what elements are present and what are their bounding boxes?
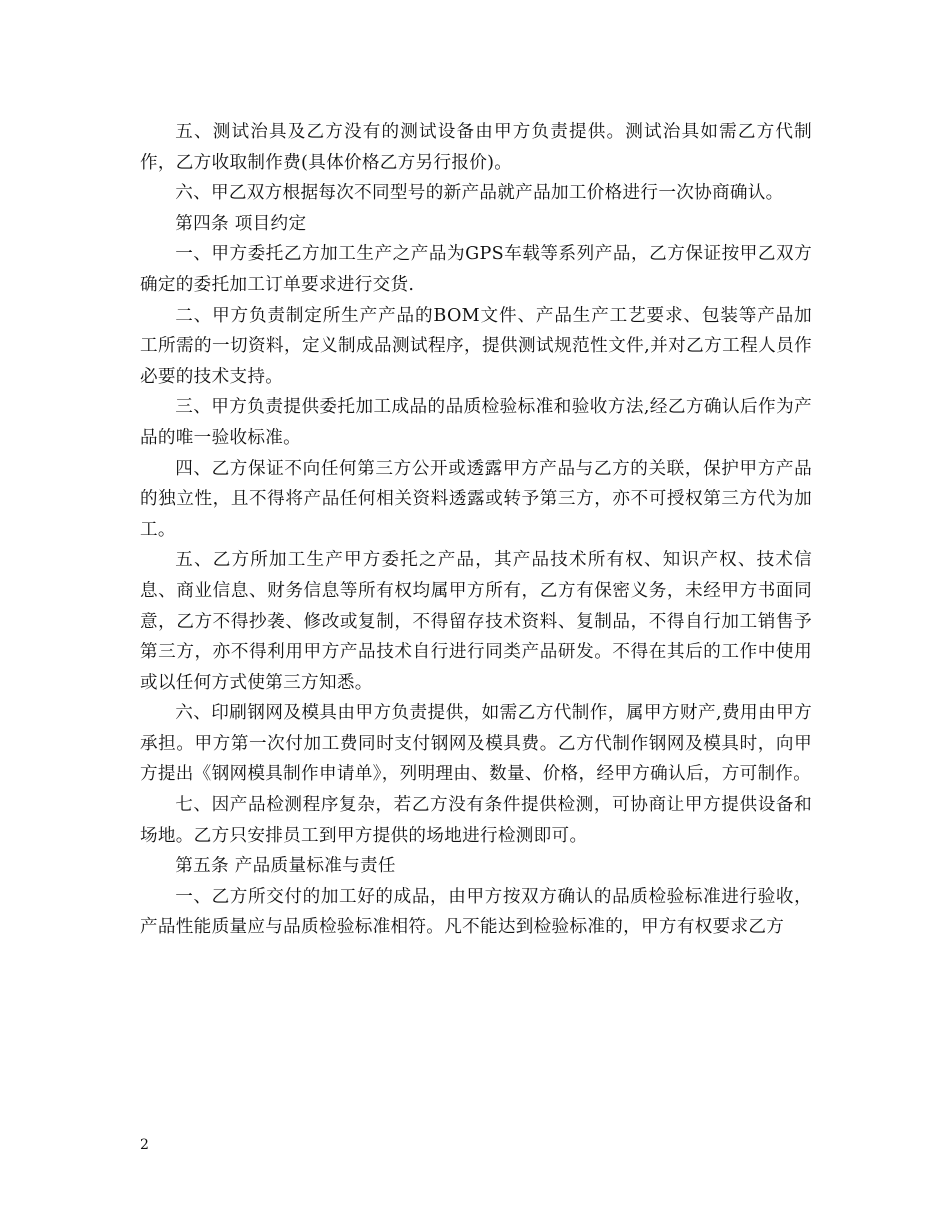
paragraph-ip-ownership: 五、乙方所加工生产甲方委托之产品，其产品技术所有权、知识产权、技术信息、商业信息、财务信息等所有权均属甲方所有，乙方有保密义务，未经甲方书面同意，乙方不得抄袭、修改或复制，不得留存技术资料、复制品，不得自行加工销售予第三方，亦不得利用甲方产品技术自行进行同类产品研发。不得在其后的工作中使用或以任何方式使第三方知悉。 <box>140 550 812 693</box>
paragraph-testing-fixtures: 五、测试治具及乙方没有的测试设备由甲方负责提供。测试治具如需乙方代制作，乙方收取制作费(具体价格乙方另行报价)。 <box>140 122 812 173</box>
page-number: 2 <box>140 1137 149 1153</box>
paragraph-testing-venue: 七、因产品检测程序复杂，若乙方没有条件提供检测，可协商让甲方提供设备和场地。乙方只安排员工到甲方提供的场地进行检测即可。 <box>140 795 812 846</box>
paragraph-stencil-molds: 六、印刷钢网及模具由甲方负责提供，如需乙方代制作，属甲方财产,费用由甲方承担。甲方第一次付加工费同时支付钢网及模具费。乙方代制作钢网及模具时，向甲方提出《钢网模具制作申请单》，列明理由、数量、价格，经甲方确认后，方可制作。 <box>140 703 812 785</box>
paragraph-quality-standard: 三、甲方负责提供委托加工成品的品质检验标准和验收方法,经乙方确认后作为产品的唯一验收标准。 <box>140 397 812 448</box>
paragraph-price-confirmation: 六、甲乙双方根据每次不同型号的新产品就产品加工价格进行一次协商确认。 <box>175 183 784 204</box>
section-heading-article-4: 第四条 项目约定 <box>175 213 307 234</box>
paragraph-product-scope: 一、甲方委托乙方加工生产之产品为GPS车载等系列产品，乙方保证按甲乙双方确定的委托加工订单要求进行交货. <box>140 244 812 295</box>
document-body <box>140 117 812 943</box>
section-heading-article-5: 第五条 产品质量标准与责任 <box>175 856 396 877</box>
paragraph-confidentiality: 四、乙方保证不向任何第三方公开或透露甲方产品与乙方的关联，保护甲方产品的独立性，且不得将产品任何相关资料透露或转予第三方，亦不可授权第三方代为加工。 <box>140 458 812 540</box>
paragraph-documentation: 二、甲方负责制定所生产产品的BOM文件、产品生产工艺要求、包装等产品加工所需的一切资料，定义制成品测试程序，提供测试规范性文件,并对乙方工程人员作必要的技术支持。 <box>140 305 812 387</box>
paragraph-inspection: 一、乙方所交付的加工好的成品，由甲方按双方确认的品质检验标准进行验收，产品性能质量应与品质检验标准相符。凡不能达到检验标准的，甲方有权要求乙方 <box>140 886 812 938</box>
